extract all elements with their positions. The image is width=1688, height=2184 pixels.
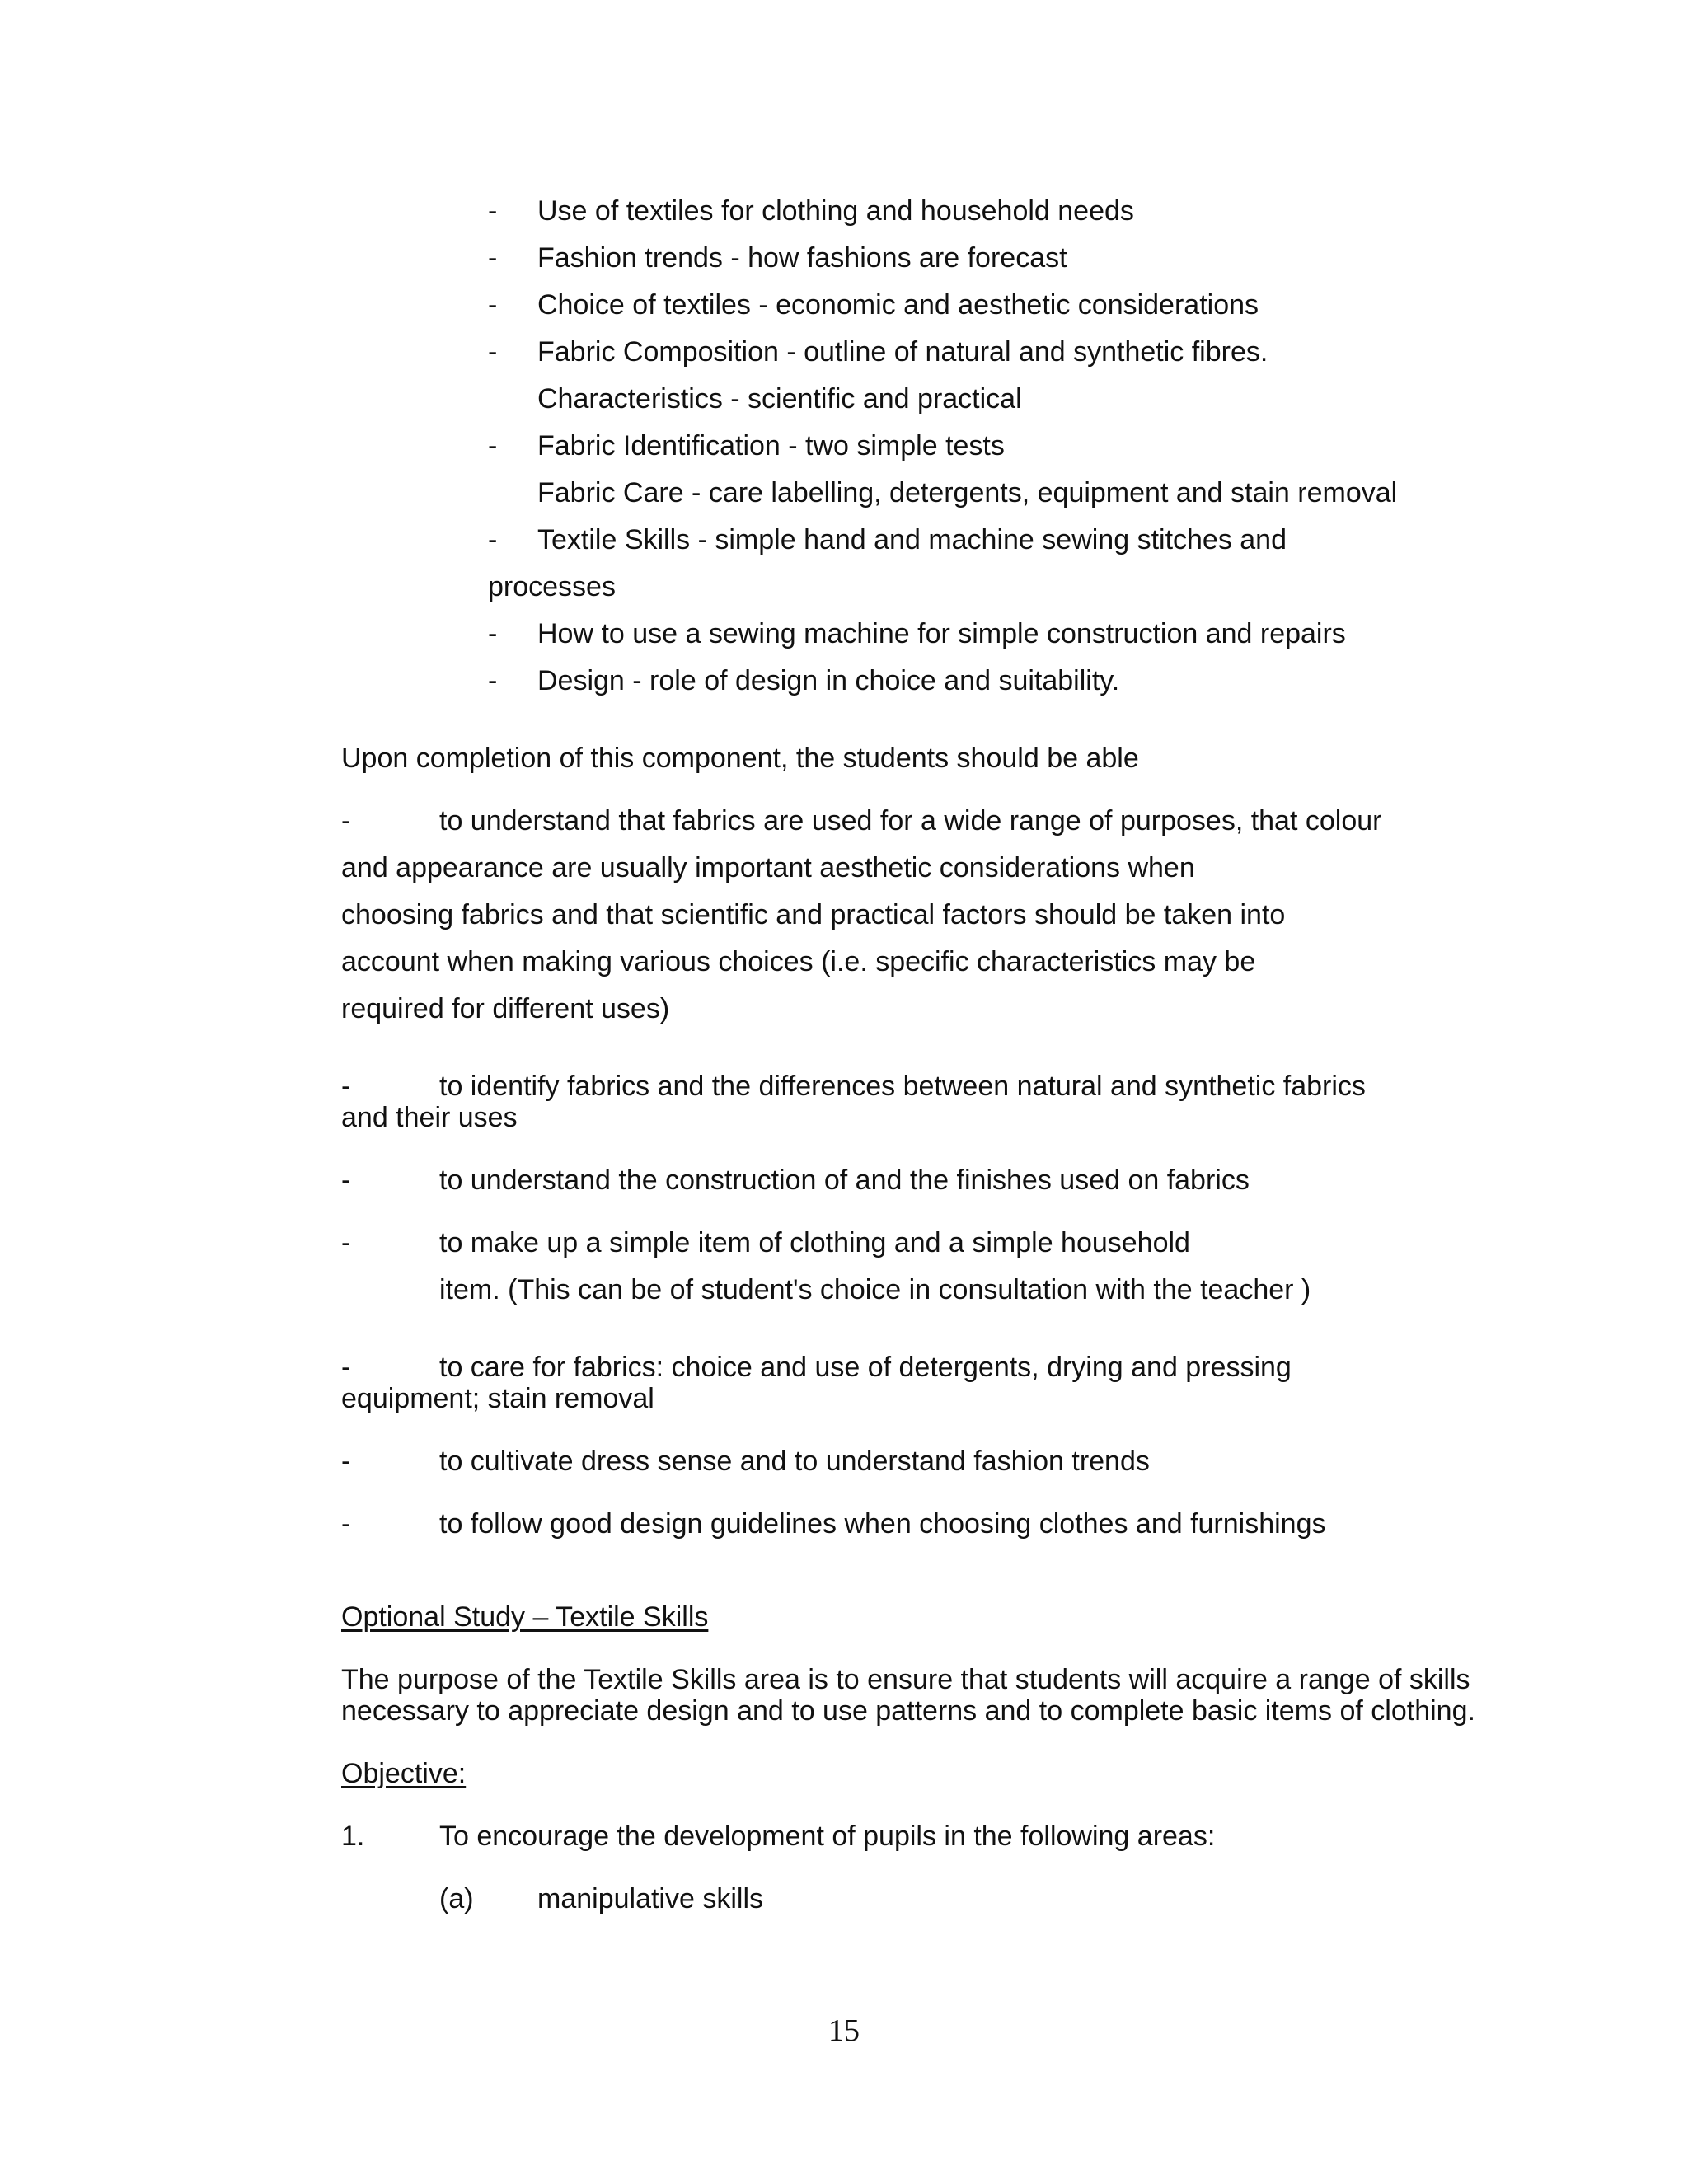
list-item: Choice of textiles - economic and aesthetic considerations xyxy=(537,289,1259,321)
list-item-continuation: processes xyxy=(488,571,616,602)
paragraph-text: necessary to appreciate design and to use patterns and to complete basic items of clothing. xyxy=(341,1695,1475,1727)
page-number: 15 xyxy=(828,2013,860,2048)
outcome-text: to identify fabrics and the differences between natural and synthetic fabrics xyxy=(439,1071,1366,1102)
list-item: How to use a sewing machine for simple construction and repairs xyxy=(537,618,1346,649)
outcome-text: to make up a simple item of clothing and a simple household xyxy=(439,1227,1190,1258)
sub-item-label: (a) xyxy=(439,1883,474,1915)
bullet-dash: - xyxy=(488,195,498,227)
outcome-text: to cultivate dress sense and to understand fashion trends xyxy=(439,1446,1150,1477)
outcome-text: to understand the construction of and the finishes used on fabrics xyxy=(439,1165,1250,1196)
list-item: Design - role of design in choice and suitability. xyxy=(537,665,1120,696)
bullet-dash: - xyxy=(488,665,498,696)
bullet-dash: - xyxy=(488,242,498,274)
intro-text: Upon completion of this component, the students should be able xyxy=(341,743,1139,774)
paragraph-text: The purpose of the Textile Skills area is to ensure that students will acquire a range of skills xyxy=(341,1664,1470,1695)
bullet-dash: - xyxy=(341,805,351,837)
list-item: Fabric Composition - outline of natural and synthetic fibres. xyxy=(537,336,1268,368)
objective-number: 1. xyxy=(341,1821,365,1852)
outcome-text: and their uses xyxy=(341,1102,518,1133)
bullet-dash: - xyxy=(341,1508,351,1540)
bullet-dash: - xyxy=(341,1227,351,1258)
outcome-text: item. (This can be of student's choice in consultation with the teacher ) xyxy=(439,1274,1311,1305)
outcome-text: to follow good design guidelines when choosing clothes and furnishings xyxy=(439,1508,1326,1540)
list-item-continuation: Characteristics - scientific and practical xyxy=(537,383,1022,415)
list-item: Textile Skills - simple hand and machine sewing stitches and xyxy=(537,524,1287,555)
bullet-dash: - xyxy=(488,524,498,555)
objective-heading: Objective: xyxy=(341,1758,467,1789)
outcome-text: to care for fabrics: choice and use of detergents, drying and pressing xyxy=(439,1352,1292,1383)
bullet-dash: - xyxy=(488,289,498,321)
list-item: Use of textiles for clothing and household needs xyxy=(537,195,1134,227)
list-item: Fashion trends - how fashions are forecast xyxy=(537,242,1067,274)
bullet-dash: - xyxy=(488,430,498,462)
outcome-text: to understand that fabrics are used for a wide range of purposes, that colour xyxy=(439,805,1382,837)
bullet-dash: - xyxy=(341,1165,351,1196)
outcome-text: choosing fabrics and that scientific and practical factors should be taken into xyxy=(341,899,1286,930)
bullet-dash: - xyxy=(341,1352,351,1383)
objective-text: To encourage the development of pupils in the following areas: xyxy=(439,1821,1216,1852)
outcome-text: account when making various choices (i.e. specific characteristics may be xyxy=(341,946,1256,977)
outcome-text: equipment; stain removal xyxy=(341,1383,654,1414)
outcome-text: required for different uses) xyxy=(341,993,670,1024)
outcome-text: and appearance are usually important aesthetic considerations when xyxy=(341,852,1195,883)
bullet-dash: - xyxy=(488,618,498,649)
bullet-dash: - xyxy=(488,336,498,368)
list-item-continuation: Fabric Care - care labelling, detergents, equipment and stain removal xyxy=(537,477,1398,509)
bullet-dash: - xyxy=(341,1446,351,1477)
sub-item-text: manipulative skills xyxy=(537,1883,763,1915)
list-item: Fabric Identification - two simple tests xyxy=(537,430,1005,462)
section-heading: Optional Study – Textile Skills xyxy=(341,1601,709,1633)
bullet-dash: - xyxy=(341,1071,351,1102)
